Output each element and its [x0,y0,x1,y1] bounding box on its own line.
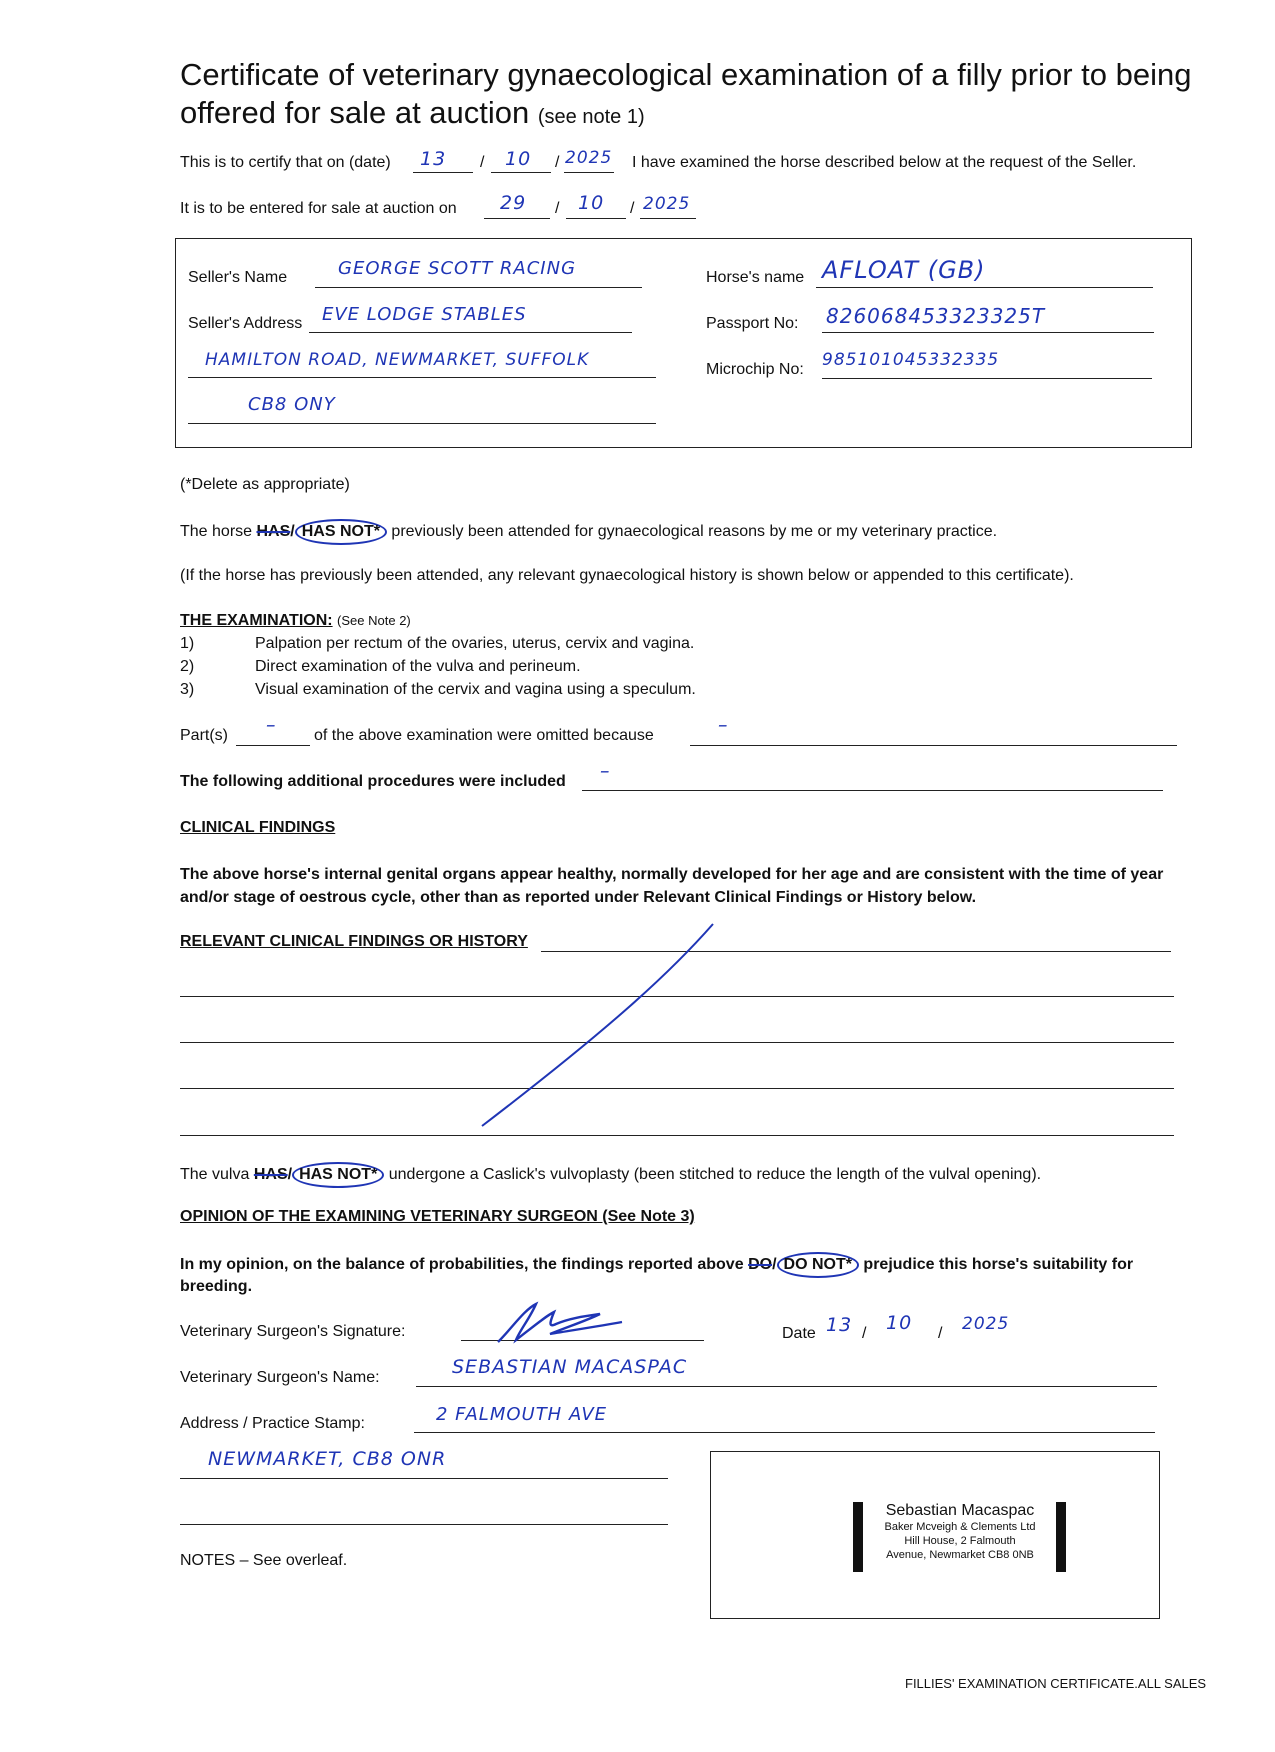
stamp-name: Sebastian Macaspac [885,1502,1035,1519]
exam-item-text: Visual examination of the cervix and vagina using a speculum. [255,681,696,698]
stamp-bar-right [1056,1502,1066,1572]
certify-date-day: 13 [420,148,447,170]
footer-label: FILLIES' EXAMINATION CERTIFICATE.ALL SALES [905,1676,1207,1691]
passport-label: Passport No: [706,315,799,332]
opinion-struck-option: DO [748,1256,773,1273]
surgeon-address-line1: 2 FALMOUTH AVE [436,1404,608,1425]
parts-prefix: Part(s) [180,727,228,744]
signature-label: Veterinary Surgeon's Signature: [180,1323,406,1340]
microchip-value: 985101045332335 [822,350,1000,370]
opinion-selected-option: DO NOT* [777,1252,859,1278]
address-label: Address / Practice Stamp: [180,1415,365,1432]
additional-value: – [600,760,611,782]
surgeon-address-line2: NEWMARKET, CB8 ONR [208,1448,447,1470]
notes-text: NOTES – See overleaf. [180,1552,348,1569]
exam-item-text: Direct examination of the vulva and perineum. [255,658,581,675]
auction-month: 10 [578,192,605,214]
stamp-line: Avenue, Newmarket CB8 0NB [886,1549,1034,1561]
title-main: Certificate of veterinary gynaecological examination of a filly prior to being offered for sale at auction [180,57,1192,130]
opinion-heading: OPINION OF THE EXAMINING VETERINARY SURGEON (See Note 3) [180,1208,695,1225]
history-note: (If the horse has previously been attended, any relevant gynaecological history is shown below or appended to this certificate). [180,567,1074,584]
exam-item-num: 1) [180,635,195,652]
slash: / [630,200,635,217]
parts-suffix: of the above examination were omitted because [314,727,654,744]
microchip-label: Microchip No: [706,361,804,378]
certify-prefix: This is to certify that on (date) [180,154,391,171]
parts-value: – [266,714,277,736]
passport-value: 826068453323325T [826,304,1046,328]
practice-stamp [866,1502,1054,1562]
horse-name-value: AFLOAT (GB) [822,256,986,284]
stamp-line: Hill House, 2 Falmouth [904,1535,1016,1547]
certify-date-month: 10 [505,148,532,170]
stamp-bar-left [853,1502,863,1572]
clinical-heading: CLINICAL FINDINGS [180,819,336,836]
auction-prefix: It is to be entered for sale at auction on [180,200,457,217]
exam-item-num: 2) [180,658,195,675]
title-note: (see note 1) [537,106,645,128]
strike-through-mark [470,918,720,1133]
exam-item-num: 3) [180,681,195,698]
opinion-line2: breeding. [180,1278,253,1295]
attended-selected-option: HAS NOT* [295,519,387,545]
signature-date-day: 13 [826,1314,853,1336]
slash: / [862,1325,867,1342]
vulva-selected-option: HAS NOT* [292,1162,384,1188]
auction-year: 2025 [643,194,691,214]
slash: / [555,154,560,171]
stamp-line: Baker Mcveigh & Clements Ltd [884,1521,1036,1533]
signature-date-year: 2025 [962,1314,1010,1334]
auction-day: 29 [500,192,527,214]
slash: / [938,1325,943,1342]
seller-address-line1: EVE LODGE STABLES [322,304,527,325]
seller-name-value: GEORGE SCOTT RACING [338,258,577,279]
horse-name-label: Horse's name [706,269,805,286]
delete-note: (*Delete as appropriate) [180,476,350,493]
omitted-value: – [718,714,729,736]
details-box [175,238,1192,448]
certify-date-year: 2025 [565,148,613,168]
attended-struck-option: HAS [256,523,291,540]
exam-item-text: Palpation per rectum of the ovaries, uterus, cervix and vagina. [255,635,695,652]
page-title [180,56,1200,136]
slash: / [555,200,560,217]
vulva-struck-option: HAS [253,1166,288,1183]
surgeon-name-value: SEBASTIAN MACASPAC [452,1356,688,1378]
signature-scribble [490,1300,630,1348]
clinical-statement: The above horse's internal genital organs appear healthy, normally developed for her age and are consistent with the time of year and/or stage of oestrous cycle, other than as reported under Relevant Clinical Findings or History below. [180,866,1164,906]
vulva-line: The vulva HAS/ HAS NOT* undergone a Caslick's vulvoplasty (been stitched to reduce the length of the vulval opening). [180,1162,1041,1188]
seller-address-label: Seller's Address [188,315,303,332]
examination-heading: THE EXAMINATION: (See Note 2) [180,612,411,629]
opinion-line: In my opinion, on the balance of probabilities, the findings reported above DO/ DO NOT* prejudice this horse's suitability for [180,1252,1133,1278]
seller-address-line3: CB8 ONY [248,394,336,415]
attended-line: The horse HAS/ HAS NOT* previously been attended for gynaecological reasons by me or my veterinary practice. [180,519,997,545]
signature-date-month: 10 [886,1312,913,1334]
slash: / [480,154,485,171]
relevant-heading: RELEVANT CLINICAL FINDINGS OR HISTORY [180,933,528,950]
surgeon-name-label: Veterinary Surgeon's Name: [180,1369,380,1386]
date-label: Date [782,1325,816,1342]
additional-label: The following additional procedures were included [180,773,566,790]
seller-name-label: Seller's Name [188,269,288,286]
seller-address-line2: HAMILTON ROAD, NEWMARKET, SUFFOLK [205,350,590,370]
certify-suffix: I have examined the horse described below at the request of the Seller. [632,154,1137,171]
